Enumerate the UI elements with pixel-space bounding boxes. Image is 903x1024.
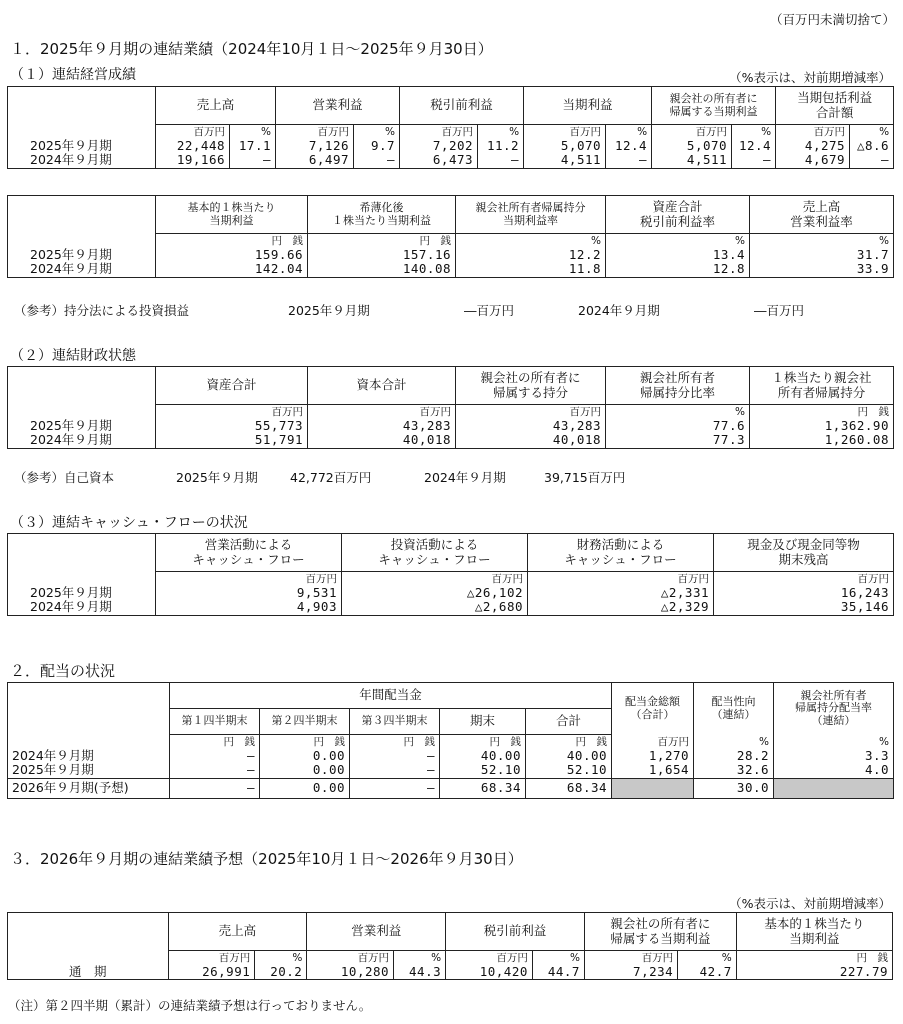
- table-cell: 2025年９月期: [8, 248, 156, 262]
- forecast-pct-note: （%表示は、対前期増減率）: [729, 896, 891, 911]
- table-cell: 円 銭: [736, 951, 892, 966]
- table-cell: 7,202: [400, 139, 478, 153]
- table-cell: 12.4: [606, 139, 652, 153]
- ref2-value-1: 42,772百万円: [290, 470, 372, 485]
- table-cell: 百万円: [156, 125, 230, 140]
- table-cell: 百万円: [524, 125, 606, 140]
- table-cell: 12.8: [606, 262, 750, 277]
- corner-cell: [8, 87, 156, 125]
- table-cell: 百万円: [156, 572, 342, 587]
- table-cell: 68.34: [526, 778, 612, 798]
- table-cell: 52.10: [440, 763, 526, 778]
- table-cell: %: [456, 234, 606, 249]
- table-row-forecast: [8, 778, 894, 798]
- unit-note: （百万円未満切捨て）: [769, 12, 895, 27]
- ref2-value-2: 39,715百万円: [544, 470, 626, 485]
- table-cell: 227.79: [736, 965, 892, 980]
- table-cell: 1,270: [612, 749, 694, 763]
- table-cell: ―: [170, 749, 260, 763]
- table-cell: 2024年９月期: [8, 262, 156, 277]
- grayed-cell: [612, 778, 694, 798]
- table-cell: 基本的１株当たり 当期利益: [736, 913, 892, 951]
- table-cell: [8, 913, 169, 951]
- financial-position-table: [7, 366, 894, 449]
- table-cell: 百万円: [156, 405, 308, 420]
- table-cell: 4,275: [776, 139, 850, 153]
- table-cell: 0.00: [260, 763, 350, 778]
- table-cell: △2,329: [528, 600, 714, 615]
- table-cell: [8, 405, 156, 420]
- table-cell: 11.8: [456, 262, 606, 277]
- table-cell: 2024年９月期: [8, 153, 156, 168]
- table-cell: 配当性向 （連結）: [694, 683, 774, 735]
- table-cell: 44.7: [532, 965, 584, 980]
- col-sales: 売上高: [156, 87, 276, 125]
- table-cell: 22,448: [156, 139, 230, 153]
- table-cell: ―: [732, 153, 776, 168]
- table-cell: 4.0: [774, 763, 894, 778]
- table-cell: %: [478, 125, 524, 140]
- table-cell: 売上高 営業利益率: [750, 196, 894, 234]
- table-cell: 4,679: [776, 153, 850, 168]
- table-row: [8, 139, 894, 153]
- table-cell: 44.3: [394, 965, 446, 980]
- section-1-title: １．2025年９月期の連結業績（2024年10月１日～2025年９月30日）: [10, 40, 493, 58]
- table-cell: %: [750, 234, 894, 249]
- table-cell: ―: [350, 778, 440, 798]
- table-cell: 77.3: [606, 433, 750, 448]
- table-cell: 12.2: [456, 248, 606, 262]
- ref-value-2: ―百万円: [754, 303, 805, 318]
- table-cell: %: [774, 735, 894, 750]
- table-cell: 12.4: [732, 139, 776, 153]
- table-cell: 10,420: [446, 965, 533, 980]
- table-row: [8, 248, 894, 262]
- table-cell: 5,070: [652, 139, 732, 153]
- dividends-table: [7, 682, 894, 799]
- table-cell: 140.08: [308, 262, 456, 277]
- table-cell: %: [255, 951, 307, 966]
- table-row: [8, 763, 894, 778]
- table-cell: 43,283: [456, 419, 606, 433]
- table-cell: 2026年９月期(予想): [8, 778, 170, 798]
- table-cell: [8, 196, 156, 234]
- pct-note: （%表示は、対前期増減率）: [729, 70, 891, 85]
- col-operating-profit: 営業利益: [276, 87, 400, 125]
- own-capital-note: （参考）自己資本: [14, 470, 115, 485]
- table-cell: [8, 709, 170, 735]
- table-cell: 2025年９月期: [8, 419, 156, 433]
- table-row: [8, 433, 894, 448]
- footnote: （注）第２四半期（累計）の連結業績予想は行っておりません。: [8, 998, 372, 1013]
- table-row: [8, 965, 893, 980]
- table-cell: [8, 735, 170, 750]
- table-cell: 19,166: [156, 153, 230, 168]
- table-cell: 百万円: [528, 572, 714, 587]
- table-cell: %: [394, 951, 446, 966]
- table-cell: 9.7: [354, 139, 400, 153]
- table-cell: 円 銭: [526, 735, 612, 750]
- table-cell: 40,018: [308, 433, 456, 448]
- table-row: [8, 262, 894, 277]
- table-cell: [8, 951, 169, 966]
- table-cell: 1,654: [612, 763, 694, 778]
- table-cell: 32.6: [694, 763, 774, 778]
- table-cell: 30.0: [694, 778, 774, 798]
- table-cell: 売上高: [168, 913, 307, 951]
- table-cell: 通 期: [8, 965, 169, 980]
- table-cell: 百万円: [652, 125, 732, 140]
- table-cell: 10,280: [307, 965, 394, 980]
- table-cell: %: [606, 405, 750, 420]
- table-cell: %: [532, 951, 584, 966]
- table-cell: 6,497: [276, 153, 354, 168]
- table-cell: 2024年９月期: [8, 749, 170, 763]
- table-cell: 31.7: [750, 248, 894, 262]
- table-cell: 52.10: [526, 763, 612, 778]
- table-cell: 配当金総額 （合計）: [612, 683, 694, 735]
- table-cell: 百万円: [776, 125, 850, 140]
- table-cell: 20.2: [255, 965, 307, 980]
- table-cell: 2025年９月期: [8, 763, 170, 778]
- ref2-period-2: 2024年９月期: [424, 470, 506, 485]
- table-cell: 親会社所有者 帰属持分配当率 （連結）: [774, 683, 894, 735]
- annual-dividend-header: 年間配当金: [170, 683, 612, 709]
- table-cell: 百万円: [307, 951, 394, 966]
- table-cell: ―: [170, 778, 260, 798]
- table-cell: 13.4: [606, 248, 750, 262]
- table-cell: 百万円: [612, 735, 694, 750]
- table-cell: ―: [350, 763, 440, 778]
- table-cell: 2025年９月期: [8, 586, 156, 600]
- table-cell: 営業活動による キャッシュ・フロー: [156, 534, 342, 572]
- table-row: [8, 600, 894, 615]
- table-cell: 希薄化後 １株当たり当期利益: [308, 196, 456, 234]
- table-cell: △2,331: [528, 586, 714, 600]
- table-cell: 7,234: [584, 965, 677, 980]
- financial-position-title: （２）連結財政状態: [10, 348, 136, 364]
- table-cell: 円 銭: [260, 735, 350, 750]
- table-cell: 77.6: [606, 419, 750, 433]
- table-cell: 親会社の所有者に 帰属する持分: [456, 367, 606, 405]
- table-cell: 2024年９月期: [8, 433, 156, 448]
- table-cell: 40.00: [526, 749, 612, 763]
- table-cell: ―: [478, 153, 524, 168]
- ref2-period-1: 2025年９月期: [176, 470, 258, 485]
- table-cell: △2,680: [342, 600, 528, 615]
- table-cell: 7,126: [276, 139, 354, 153]
- table-cell: [8, 234, 156, 249]
- table-cell: 142.04: [156, 262, 308, 277]
- operating-results-title: （１）連結経営成績: [10, 67, 136, 83]
- table-cell: 合計: [526, 709, 612, 735]
- table-cell: 28.2: [694, 749, 774, 763]
- table-cell: 百万円: [446, 951, 533, 966]
- table-cell: 現金及び現金同等物 期末残高: [714, 534, 894, 572]
- per-share-table: [7, 195, 894, 278]
- table-cell: 円 銭: [156, 234, 308, 249]
- table-cell: 157.16: [308, 248, 456, 262]
- table-cell: 4,511: [524, 153, 606, 168]
- forecast-table: [7, 912, 893, 980]
- table-cell: 第３四半期末: [350, 709, 440, 735]
- table-cell: 0.00: [260, 778, 350, 798]
- table-cell: 16,243: [714, 586, 894, 600]
- col-net-profit: 当期利益: [524, 87, 652, 125]
- table-cell: 0.00: [260, 749, 350, 763]
- cash-flow-table: [7, 533, 894, 616]
- section-2-title: ２．配当の状況: [10, 662, 116, 680]
- table-cell: [8, 367, 156, 405]
- col-comprehensive-income: 当期包括利益 合計額: [776, 87, 894, 125]
- ref-period-1: 2025年９月期: [288, 303, 370, 318]
- table-cell: 百万円: [714, 572, 894, 587]
- table-cell: %: [678, 951, 737, 966]
- table-cell: 159.66: [156, 248, 308, 262]
- table-cell: 33.9: [750, 262, 894, 277]
- table-cell: 営業利益: [307, 913, 446, 951]
- table-cell: [8, 534, 156, 572]
- table-cell: 親会社所有者帰属持分 当期利益率: [456, 196, 606, 234]
- table-cell: 財務活動による キャッシュ・フロー: [528, 534, 714, 572]
- table-cell: 35,146: [714, 600, 894, 615]
- table-cell: %: [850, 125, 894, 140]
- table-cell: 3.3: [774, 749, 894, 763]
- table-cell: 2025年９月期: [8, 139, 156, 153]
- equity-method-note: （参考）持分法による投資損益: [14, 303, 190, 318]
- table-cell: 百万円: [168, 951, 255, 966]
- table-cell: ―: [354, 153, 400, 168]
- table-cell: 6,473: [400, 153, 478, 168]
- table-cell: 4,903: [156, 600, 342, 615]
- ref-value-1: ―百万円: [464, 303, 515, 318]
- table-cell: 百万円: [400, 125, 478, 140]
- table-cell: 資産合計 税引前利益率: [606, 196, 750, 234]
- table-cell: 9,531: [156, 586, 342, 600]
- table-cell: %: [606, 234, 750, 249]
- table-cell: 資本合計: [308, 367, 456, 405]
- table-cell: %: [354, 125, 400, 140]
- table-cell: 55,773: [156, 419, 308, 433]
- table-cell: 第２四半期末: [260, 709, 350, 735]
- table-cell: 期末: [440, 709, 526, 735]
- table-cell: 40.00: [440, 749, 526, 763]
- table-cell: 基本的１株当たり 当期利益: [156, 196, 308, 234]
- table-cell: 資産合計: [156, 367, 308, 405]
- table-cell: 43,283: [308, 419, 456, 433]
- table-row: [8, 749, 894, 763]
- table-cell: [8, 683, 170, 709]
- table-cell: △26,102: [342, 586, 528, 600]
- table-cell: 4,511: [652, 153, 732, 168]
- table-cell: %: [606, 125, 652, 140]
- table-cell: 17.1: [230, 139, 276, 153]
- table-cell: ―: [170, 763, 260, 778]
- table-cell: [8, 572, 156, 587]
- table-cell: 円 銭: [750, 405, 894, 420]
- table-cell: 百万円: [584, 951, 677, 966]
- table-cell: ―: [606, 153, 652, 168]
- cash-flow-title: （３）連結キャッシュ・フローの状況: [10, 515, 248, 531]
- table-row: [8, 153, 894, 168]
- table-cell: ―: [230, 153, 276, 168]
- table-cell: 第１四半期末: [170, 709, 260, 735]
- table-cell: 40,018: [456, 433, 606, 448]
- table-cell: %: [694, 735, 774, 750]
- ref-period-2: 2024年９月期: [578, 303, 660, 318]
- table-cell: 1,260.08: [750, 433, 894, 448]
- table-cell: 円 銭: [308, 234, 456, 249]
- table-cell: 51,791: [156, 433, 308, 448]
- table-cell: 百万円: [276, 125, 354, 140]
- table-cell: 1,362.90: [750, 419, 894, 433]
- table-cell: 円 銭: [350, 735, 440, 750]
- table-cell: 2024年９月期: [8, 600, 156, 615]
- table-cell: 税引前利益: [446, 913, 585, 951]
- section-3-title: ３．2026年９月期の連結業績予想（2025年10月１日～2026年９月30日）: [10, 850, 523, 868]
- table-cell: 円 銭: [440, 735, 526, 750]
- table-cell: △8.6: [850, 139, 894, 153]
- grayed-cell: [774, 778, 894, 798]
- operating-results-table: [7, 86, 894, 169]
- table-cell: 42.7: [678, 965, 737, 980]
- table-cell: 百万円: [456, 405, 606, 420]
- table-cell: 百万円: [342, 572, 528, 587]
- table-row: [8, 586, 894, 600]
- table-cell: %: [230, 125, 276, 140]
- table-cell: 投資活動による キャッシュ・フロー: [342, 534, 528, 572]
- col-owners-profit: 親会社の所有者に 帰属する当期利益: [652, 87, 776, 125]
- table-cell: １株当たり親会社 所有者帰属持分: [750, 367, 894, 405]
- table-cell: [8, 125, 156, 140]
- table-row: [8, 419, 894, 433]
- col-pretax-profit: 税引前利益: [400, 87, 524, 125]
- table-cell: %: [732, 125, 776, 140]
- table-cell: 親会社所有者 帰属持分比率: [606, 367, 750, 405]
- table-cell: ―: [350, 749, 440, 763]
- table-cell: ―: [850, 153, 894, 168]
- table-cell: 68.34: [440, 778, 526, 798]
- table-cell: 26,991: [168, 965, 255, 980]
- table-cell: 親会社の所有者に 帰属する当期利益: [584, 913, 736, 951]
- table-cell: 円 銭: [170, 735, 260, 750]
- table-cell: 5,070: [524, 139, 606, 153]
- table-cell: 百万円: [308, 405, 456, 420]
- table-cell: 11.2: [478, 139, 524, 153]
